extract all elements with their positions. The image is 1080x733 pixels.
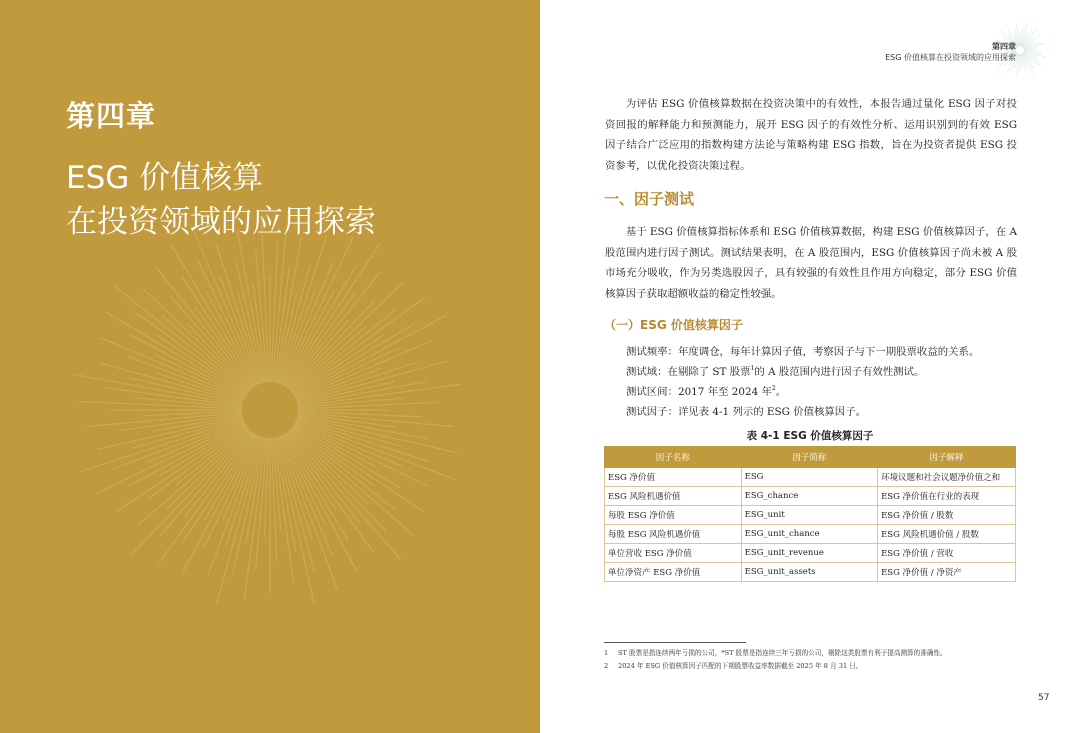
chapter-label: 第四章 (66, 99, 157, 133)
chapter-title-line1: ESG 价值核算 (66, 160, 264, 196)
footnote-number: 1 (604, 649, 609, 657)
table-cell: 每股 ESG 净价值 (605, 506, 742, 525)
table-cell: ESG (741, 468, 877, 487)
header-chapter: 第四章 (992, 42, 1016, 51)
table-cell: ESG 净价值在行业的表现 (878, 487, 1016, 506)
table-cell: ESG 净价值 / 净资产 (878, 563, 1016, 582)
table-header-row (605, 447, 1016, 468)
table-row (605, 525, 1016, 544)
table-row (605, 563, 1016, 582)
table-header-cell: 因子名称 (605, 447, 742, 468)
table-cell: 环境议题和社会议题净价值之和 (878, 468, 1016, 487)
table-cell: 单位营收 ESG 净价值 (605, 544, 742, 563)
table-cell: ESG_unit_chance (741, 525, 877, 544)
footnote-number: 2 (604, 662, 609, 670)
table-cell: ESG 风险机遇价值 (605, 487, 742, 506)
table-row (605, 506, 1016, 525)
footnote (604, 647, 947, 657)
table-row (605, 468, 1016, 487)
footnote-text: 2024 年 ESG 价值核算因子匹配的下期股票收益率数据截至 2025 年 8 月 31 日。 (618, 662, 863, 670)
table-row (605, 544, 1016, 563)
table-header-cell: 因子简称 (741, 447, 877, 468)
header-title: ESG 价值核算在投资领域的应用探索 (885, 53, 1016, 62)
footnote-ref[interactable]: 2 (771, 385, 776, 392)
section-paragraph: 基于 ESG 价值核算指标体系和 ESG 价值核算数据，构建 ESG 价值核算因子，在 A 股范围内进行因子测试。测试结果表明，在 A 股范围内，ESG 价值核算因子尚未被 A 股市场充分吸收，作为另类选股因子，具有较强的有效性且作用方向稳定，部分 ESG 价值核算因子获取超额收益的稳定性较强。 (605, 226, 1017, 300)
footnote-text: ST 股票是指连续两年亏损的公司，*ST 股票是指连续三年亏损的公司，剔除这类股票有利于提高测算的准确性。 (618, 649, 947, 657)
table-caption: 表 4-1 ESG 价值核算因子 (746, 430, 874, 442)
footnote (604, 660, 862, 670)
table-cell: ESG_chance (741, 487, 877, 506)
table-cell: ESG 净价值 / 营收 (878, 544, 1016, 563)
section-heading: 一、因子测试 (604, 190, 695, 208)
page-number: 57 (1038, 693, 1050, 703)
test-item: 测试区间：2017 年至 2024 年$^2$。 (626, 385, 787, 398)
subsection-heading: （一）ESG 价值核算因子 (604, 318, 743, 332)
table-cell: ESG_unit (741, 506, 877, 525)
table-cell: ESG 风险机遇价值 / 股数 (878, 525, 1016, 544)
test-item: 测试频率：年度调仓，每年计算因子值，考察因子与下一期股票收益的关系。 (626, 346, 980, 358)
table-cell: ESG 净价值 (605, 468, 742, 487)
footnote-ref[interactable]: 1 (750, 365, 755, 372)
table-header-cell: 因子解释 (878, 447, 1016, 468)
test-item: 测试域：在剔除了 ST 股票$^1$的 A 股范围内进行因子有效性测试。 (626, 365, 925, 378)
running-header (885, 41, 1016, 63)
table-cell: ESG_unit_assets (741, 563, 877, 582)
intro-paragraph: 为评估 ESG 价值核算数据在投资决策中的有效性，本报告通过量化 ESG 因子对投资回报的解释能力和预测能力，展开 ESG 因子的有效性分析、运用识别到的有效 ESG 因子结合广泛应用的指数构建方法论与策略构建 ESG 指数，旨在为投资者提供 ESG 投资参考，以优化投资决策过程。 (605, 98, 1017, 172)
table-row (605, 487, 1016, 506)
chapter-title-line2: 在投资领域的应用探索 (66, 204, 376, 240)
table-cell: ESG_unit_revenue (741, 544, 877, 563)
table-cell: 每股 ESG 风险机遇价值 (605, 525, 742, 544)
footnote-divider (604, 642, 746, 643)
test-item: 测试因子：详见表 4-1 列示的 ESG 价值核算因子。 (626, 406, 866, 418)
factor-table (604, 446, 1016, 582)
chapter-title (66, 156, 376, 244)
table-cell: 单位净资产 ESG 净价值 (605, 563, 742, 582)
table-cell: ESG 净价值 / 股数 (878, 506, 1016, 525)
